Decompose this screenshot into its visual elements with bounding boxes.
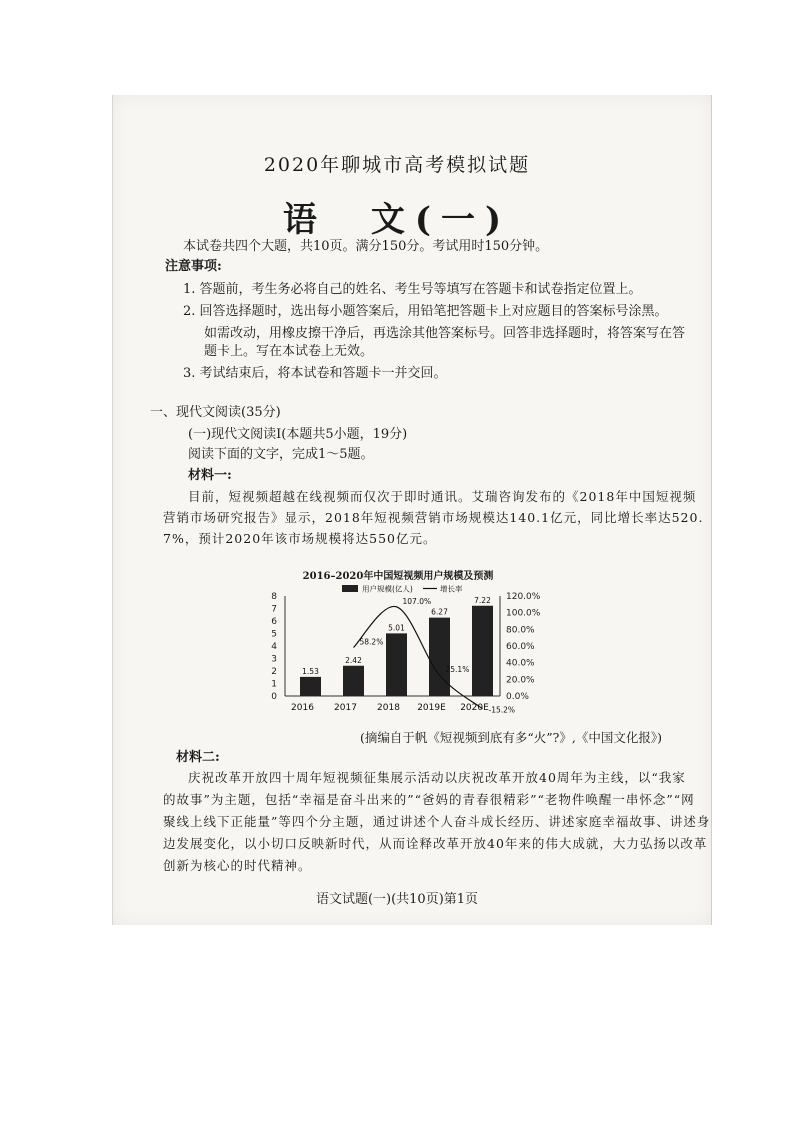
x-tick-label: 2017 (334, 703, 357, 713)
material-label: 材料一: (188, 468, 232, 483)
x-tick-label: 2019E (417, 703, 446, 713)
material-2-line: 边发展变化，以小切口反映新时代，从而诠释改革开放40年来的伟大成就，大力弘扬以改革 (163, 836, 708, 851)
x-tick-label: 2018 (377, 703, 400, 713)
user-scale-chart (250, 580, 550, 720)
material-label: 材料二: (176, 750, 220, 765)
legend-swatch-bars (342, 585, 358, 592)
reading-instruction: 阅读下面的文字，完成1～5题。 (188, 447, 374, 462)
x-tick-label: 2020E (460, 703, 489, 713)
legend-label-line: 增长率 (440, 584, 463, 594)
y-tick-label-left: 0 (271, 692, 277, 702)
bar-value-label: 2.42 (345, 655, 362, 665)
y-tick-label-left: 2 (271, 667, 277, 677)
bar (343, 666, 364, 696)
x-tick-label: 2016 (291, 703, 314, 713)
bar-value-label: 7.22 (474, 595, 491, 605)
y-tick-label-right: 80.0% (506, 625, 535, 636)
growth-rate-label: 58.2% (359, 637, 384, 647)
y-tick-label-left: 5 (271, 629, 277, 640)
bar (429, 618, 450, 696)
growth-rate-line (354, 606, 483, 708)
bar (300, 677, 321, 696)
growth-rate-label: 107.0% (402, 596, 432, 606)
y-tick-label-left: 3 (271, 654, 277, 665)
y-tick-label-right: 20.0% (506, 675, 535, 686)
legend-label-bars: 用户规模(亿人) (362, 584, 413, 594)
chart-title: 2016–2020年中国短视频用户规模及预测 (302, 571, 494, 582)
growth-rate-label: -15.2% (488, 705, 516, 715)
y-tick-label-left: 4 (271, 642, 277, 652)
material-2-line: 的故事”为主题，包括“幸福是奋斗出来的”“爸妈的青春很精彩”“老物件唤醒一串怀念”“网 (163, 792, 695, 807)
exam-intro: 本试卷共四个大题，共10页。满分150分。考试用时150分钟。 (183, 239, 549, 254)
notes-heading: 注意事项: (165, 259, 222, 274)
material-1-line: 营销市场研究报告》显示，2018年短视频营销市场规模达140.1亿元，同比增长率达520. (163, 510, 704, 525)
material-2-line: 创新为核心的时代精神。 (163, 858, 312, 873)
y-tick-label-right: 40.0% (506, 658, 535, 669)
material-2-line: 庆祝改革开放四十周年短视频征集展示活动以庆祝改革开放40周年为主线，以“我家 (188, 770, 686, 785)
material-1-line: 目前，短视频超越在线视频而仅次于即时通讯。艾瑞咨询发布的《2018年中国短视频 (188, 489, 697, 504)
subsection-heading: (一)现代文阅读Ⅰ(本题共5小题，19分) (188, 427, 408, 442)
note-item: 如需改动，用橡皮擦干净后，再选涂其他答案标号。回答非选择题时，将答案写在答 (204, 326, 686, 341)
note-item: 1. 答题前，考生务必将自己的姓名、考生号等填写在答题卡和试卷指定位置上。 (183, 282, 642, 297)
y-tick-label-left: 6 (271, 617, 277, 627)
y-tick-label-right: 60.0% (506, 642, 535, 652)
bar-value-label: 5.01 (388, 623, 405, 633)
section-heading: 一、现代文阅读(35分) (150, 405, 281, 420)
exam-title: 2020年聊城市高考模拟试题 (263, 154, 531, 176)
y-tick-label-left: 8 (271, 592, 277, 602)
note-item: 2. 回答选择题时，选出每小题答案后，用铅笔把答题卡上对应题目的答案标号涂黑。 (183, 304, 668, 319)
bar (386, 633, 407, 696)
bar-value-label: 1.53 (302, 666, 319, 676)
subject-title: 语 文(一) (282, 200, 512, 240)
bar-value-label: 6.27 (431, 607, 448, 617)
y-tick-label-right: 120.0% (506, 592, 541, 602)
page-footer: 语文试题(一)(共10页)第1页 (315, 892, 479, 907)
y-tick-label-right: 100.0% (506, 608, 541, 619)
growth-rate-label: 25.1% (445, 665, 470, 675)
note-item: 3. 考试结束后，将本试卷和答题卡一并交回。 (183, 366, 447, 381)
y-tick-label-left: 1 (271, 679, 277, 690)
y-tick-label-left: 7 (271, 604, 277, 615)
material-2-line: 聚线上线下正能量”等四个分主题，通过讲述个人奋斗成长经历、讲述家庭幸福故事、讲述身 (163, 814, 711, 829)
bar (472, 606, 493, 696)
y-tick-label-right: 0.0% (506, 692, 529, 702)
material-source: (摘编自于帆《短视频到底有多“火”?》,《中国文化报》) (360, 730, 662, 745)
material-1-line: 7%，预计2020年该市场规模将达550亿元。 (163, 531, 437, 546)
note-item: 题卡上。写在本试卷上无效。 (204, 344, 374, 359)
